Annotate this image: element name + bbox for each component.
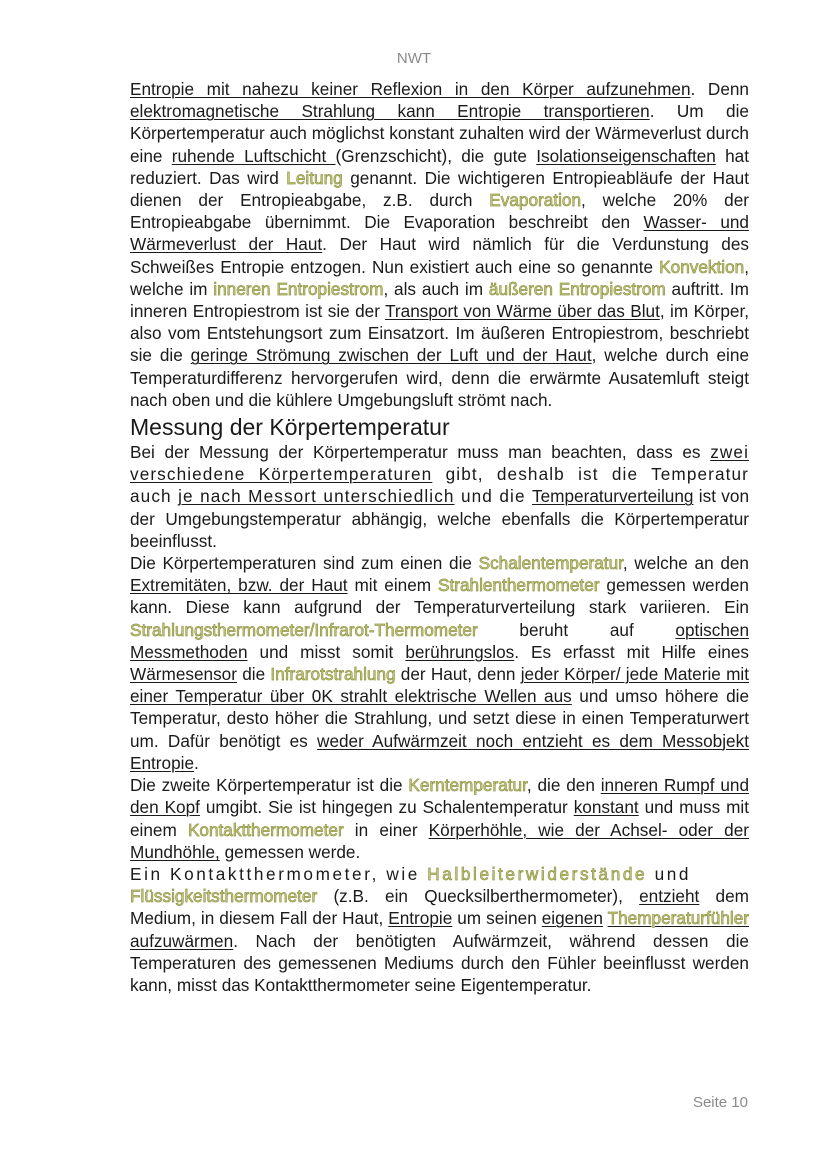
- page-number: Seite 10: [692, 1094, 748, 1111]
- keyword-highlight: äußeren Entropiestrom: [488, 278, 666, 299]
- text-span: gemessen werde.: [219, 841, 361, 862]
- text-span: genannt. Die wichtigeren Entropieabläufe der Haut dienen der Entropieabgabe, z.B. durch: [130, 167, 749, 211]
- paragraph-core-temperature: [130, 774, 749, 996]
- keyword-highlight: Evaporation: [489, 190, 582, 211]
- term-underlined: geringe Strömung zwischen der Luft und der Haut: [190, 345, 592, 366]
- term-underlined: Entropie: [388, 908, 453, 929]
- keyword-highlight: Schalentemperatur: [478, 553, 623, 574]
- text-span: Bei der Messung der Körpertemperatur muss man beachten, dass es: [130, 442, 711, 463]
- keyword-highlight: Halbleiterwiderstände: [427, 863, 648, 884]
- text-span: . Denn: [690, 79, 749, 99]
- text-span: beruht auf: [477, 619, 676, 640]
- term-underlined: Extremitäten, bzw. der Haut: [130, 575, 348, 596]
- term-underlined: Wasser- und Wärmeverlust der Haut: [130, 212, 749, 255]
- keyword-highlight: Kerntemperatur: [408, 775, 527, 796]
- keyword-highlight: Infrarotstrahlung: [270, 664, 396, 685]
- text-span: und: [647, 863, 692, 884]
- term-underlined: entzieht: [639, 886, 700, 907]
- term-underlined: elektromagnetische Strahlung kann Entropie transportieren: [130, 101, 650, 122]
- keyword-highlight: Kontaktthermometer: [187, 819, 344, 840]
- text-span: Ein Kontaktthermometer, wie: [130, 863, 428, 884]
- term-underlined: eigenen: [541, 908, 603, 929]
- term-underlined: berührungslos: [405, 641, 515, 662]
- keyword-highlight: Konvektion: [659, 256, 745, 277]
- text-span: und misst somit: [247, 641, 406, 662]
- paragraph-measurement-intro: [130, 441, 749, 552]
- text-span: , welche im: [130, 256, 749, 299]
- term-underlined: Transport von Wärme über das Blut: [385, 301, 660, 322]
- text-span: und muss mit einem: [130, 797, 749, 840]
- text-span: , welche durch eine Temperaturdifferenz hervorgerufen wird, denn die erwärmte Ausatemluft steigt nach oben und die kühlere Umgebungsluft strömt nach.: [130, 345, 749, 410]
- text-span: dem Medium, in diesem Fall der Haut,: [130, 886, 749, 929]
- paragraph-heat-loss: [130, 78, 749, 411]
- text-span: Die Körpertemperaturen sind zum einen die: [130, 553, 479, 574]
- text-span: .: [194, 752, 199, 773]
- page-header: NWT: [396, 50, 432, 67]
- text-span: die: [236, 664, 271, 685]
- text-span: der Haut, denn: [395, 664, 521, 685]
- section-heading: Messung der Körpertemperatur: [130, 414, 450, 441]
- term-underlined: Wärmesensor: [130, 664, 237, 685]
- keyword-highlight: Themperaturfühler: [607, 908, 749, 929]
- text-span: (z.B. ein Quecksilberthermometer),: [317, 886, 640, 907]
- term-underlined: jeder Körper/ jede Materie mit einer Temperatur über 0K strahlt elektrische Wellen aus: [130, 664, 749, 707]
- term-underlined: Entropie mit nahezu keiner Reflexion in den Körper aufzunehmen: [130, 79, 691, 99]
- text-span: und die: [454, 486, 533, 507]
- document-body: [130, 78, 749, 996]
- text-span: auftritt. Im inneren Entropiestrom ist sie der: [130, 278, 749, 322]
- text-span: , die den: [526, 775, 601, 796]
- term-underlined: weder Aufwärmzeit noch entzieht es dem Messobjekt Entropie: [130, 730, 749, 773]
- text-span: , als auch im: [383, 278, 489, 299]
- text-span: und umso höhere die Temperatur, desto höher die Strahlung, und setzt diese in einen Temperaturwert um. Dafür benötigt es: [130, 686, 750, 751]
- text-span: , im Körper, also vom Entstehungsort zum Einsatzort. Im äußeren Entropiestrom, beschriebt sie die: [130, 301, 749, 366]
- text-span: . Es erfasst mit Hilfe eines: [514, 641, 749, 662]
- text-span: um seinen: [452, 908, 542, 929]
- term-underlined: ruhende Luftschicht: [171, 145, 336, 166]
- keyword-highlight: inneren Entropiestrom: [213, 278, 384, 299]
- keyword-highlight: Flüssigkeitsthermometer: [130, 886, 318, 907]
- term-underlined: Temperaturverteilung: [532, 486, 694, 507]
- text-span: . Um die Körpertemperatur auch möglichst konstant zuhalten wird der Wärmeverlust durch eine: [130, 101, 749, 166]
- text-span: . Der Haut wird nämlich für die Verdunstung des Schweißes Entropie entzogen. Nun existiert auch eine so genannte: [130, 234, 749, 277]
- text-span: hat reduziert. Das wird: [130, 145, 750, 188]
- term-underlined: Isolationseigenschaften: [536, 145, 716, 166]
- keyword-highlight: Strahlungsthermometer/Infrarot-Thermometer: [130, 619, 478, 640]
- term-underlined: aufzuwärmen: [130, 930, 234, 951]
- text-span: ist von der Umgebungstemperatur abhängig, welche ebenfalls die Körpertemperatur beeinflusst.: [130, 486, 750, 551]
- keyword-highlight: Leitung: [286, 167, 343, 188]
- text-span: , welche an den: [622, 553, 749, 574]
- text-span: Die zweite Körpertemperatur ist die: [130, 775, 409, 796]
- keyword-highlight: Strahlenthermometer: [438, 575, 600, 596]
- text-span: , welche 20% der Entropieabgabe übernimmt. Die Evaporation beschreibt den: [130, 190, 750, 233]
- term-underlined: inneren Rumpf und den Kopf: [130, 775, 750, 818]
- term-underlined: konstant: [573, 797, 639, 818]
- text-span: (Grenzschicht), die gute: [335, 145, 537, 166]
- term-underlined: zwei verschiedene Körpertemperaturen: [130, 442, 749, 485]
- text-span: mit einem: [347, 575, 439, 596]
- text-span: gemessen werden kann. Diese kann aufgrund der Temperaturverteilung stark variieren. Ein: [130, 575, 749, 618]
- term-underlined: Körperhöhle, wie der Achsel- oder der Mundhöhle,: [130, 819, 749, 862]
- text-span: umgibt. Sie ist hingegen zu Schalentemperatur: [199, 797, 574, 818]
- term-underlined: optischen Messmethoden: [130, 619, 749, 662]
- term-underlined: je nach Messort unterschiedlich: [178, 486, 455, 507]
- paragraph-shell-temperature: [130, 552, 749, 774]
- text-span: . Nach der benötigten Aufwärmzeit, während dessen die Temperaturen des gemessenen Mediums durch den Fühler beeinflusst werden kann, misst das Kontaktthermometer seine Eigentemperatur.: [130, 930, 749, 995]
- text-span: gibt, deshalb ist die Temperatur auch: [130, 464, 749, 507]
- text-span: in einer: [343, 819, 429, 840]
